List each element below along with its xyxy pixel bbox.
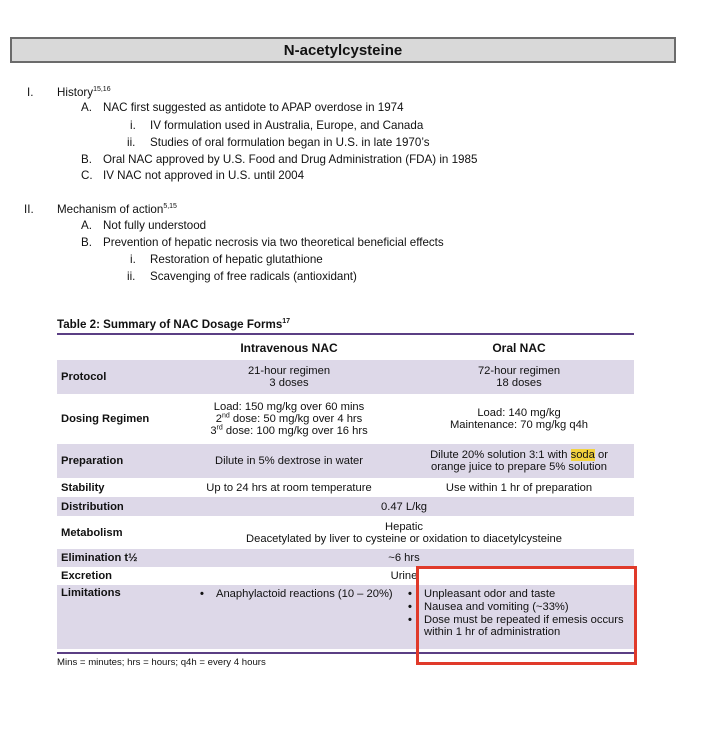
cell-both: Hepatic Deacetylated by liver to cysteine or oxidation to diacetylcysteine	[246, 520, 562, 545]
header-oral: Oral NAC	[492, 341, 546, 355]
row-label: Excretion	[61, 570, 112, 582]
row-label: Dosing Regimen	[61, 413, 150, 425]
cell-both: Urine	[390, 570, 418, 582]
cell-iv: Dilute in 5% dextrose in water	[174, 444, 404, 478]
header-empty	[57, 336, 174, 360]
row-label: Preparation	[57, 444, 174, 478]
table-row-metabolism	[57, 516, 634, 549]
outline-marker: A.	[81, 101, 92, 114]
outline-item: Prevention of hepatic necrosis via two theoretical beneficial effects	[103, 236, 444, 249]
outline-item: IV formulation used in Australia, Europe, and Canada	[150, 119, 424, 132]
outline-item: NAC first suggested as antidote to APAP overdose in 1974	[103, 101, 404, 114]
row-label: Protocol	[57, 360, 174, 394]
outline-item: Restoration of hepatic glutathione	[150, 253, 323, 266]
outline-item: Oral NAC approved by U.S. Food and Drug Administration (FDA) in 1985	[103, 153, 478, 166]
table-row-excretion	[57, 567, 634, 585]
outline-marker: ii.	[127, 270, 136, 283]
table-row-stability	[57, 478, 634, 497]
row-label: Elimination t½	[57, 549, 174, 567]
table-header-row	[57, 336, 634, 360]
bullet-icon: •	[408, 601, 412, 613]
table-row-preparation	[57, 444, 634, 478]
cell-both: ~6 hrs	[174, 549, 634, 567]
table-row-elimination	[57, 549, 634, 567]
cell-oral: Load: 140 mg/kg Maintenance: 70 mg/kg q4h	[449, 407, 589, 431]
row-label: Limitations	[57, 585, 174, 649]
row-label: Metabolism	[61, 526, 123, 539]
table-top-rule	[57, 333, 634, 335]
dosage-forms-table	[57, 336, 634, 649]
outline-item: IV NAC not approved in U.S. until 2004	[103, 169, 305, 182]
cell-iv: Load: 150 mg/kg over 60 mins 2nd dose: 50 mg/kg over 4 hrs 3rd dose: 100 mg/kg over 16 hrs	[210, 401, 368, 437]
table-bottom-rule	[57, 652, 634, 654]
bullet-icon: •	[200, 588, 204, 600]
section-heading-mechanism: Mechanism of action$^{5,15}$	[57, 203, 177, 216]
bullet-icon: •	[408, 614, 412, 626]
table-row-limitations	[57, 585, 634, 649]
cell-iv: • Anaphylactoid reactions (10 – 20%)	[174, 585, 404, 649]
outline-marker: B.	[81, 236, 92, 249]
section-numeral: I.	[27, 86, 34, 99]
outline-marker: B.	[81, 153, 92, 166]
cell-iv: 21-hour regimen 3 doses	[174, 360, 404, 394]
table-row-protocol	[57, 360, 634, 394]
cell-oral: 72-hour regimen 18 doses	[404, 360, 634, 394]
bullet-icon: •	[408, 588, 412, 600]
document-title: N-acetylcysteine	[10, 37, 676, 63]
outline-marker: A.	[81, 219, 92, 232]
outline-item: Scavenging of free radicals (antioxidant)	[150, 270, 357, 283]
highlighted-word: soda	[570, 449, 595, 461]
cell-oral: Use within 1 hr of preparation	[445, 481, 593, 494]
table-caption: Table 2: Summary of NAC Dosage Forms$^{17}$	[57, 318, 291, 331]
cell-oral: Dilute 20% solution 3:1 with soda or orange juice to prepare 5% solution	[404, 444, 634, 478]
outline-marker: C.	[81, 169, 93, 182]
row-label: Stability	[61, 481, 105, 494]
cell-both: 0.47 L/kg	[174, 497, 634, 516]
outline-item: Not fully understood	[103, 219, 207, 232]
table-footnote: Mins = minutes; hrs = hours; q4h = every 4 hours	[57, 657, 266, 668]
row-label: Distribution	[57, 497, 174, 516]
outline-marker: i.	[130, 119, 136, 132]
cell-oral: • Unpleasant odor and taste • Nausea and vomiting (~33%) • Dose must be repeated if emesis occurs within 1 hr of administration	[404, 585, 634, 649]
outline-marker: ii.	[127, 136, 136, 149]
section-heading-history: History$^{15,16}$	[57, 86, 111, 99]
table-row-dosing	[57, 394, 634, 444]
outline-item: Studies of oral formulation began in U.S. in late 1970’s	[150, 136, 430, 149]
outline-marker: i.	[130, 253, 136, 266]
cell-iv: Up to 24 hrs at room temperature	[206, 481, 372, 494]
table-row-distribution	[57, 497, 634, 516]
section-numeral: II.	[24, 203, 34, 216]
header-iv: Intravenous NAC	[240, 341, 338, 355]
